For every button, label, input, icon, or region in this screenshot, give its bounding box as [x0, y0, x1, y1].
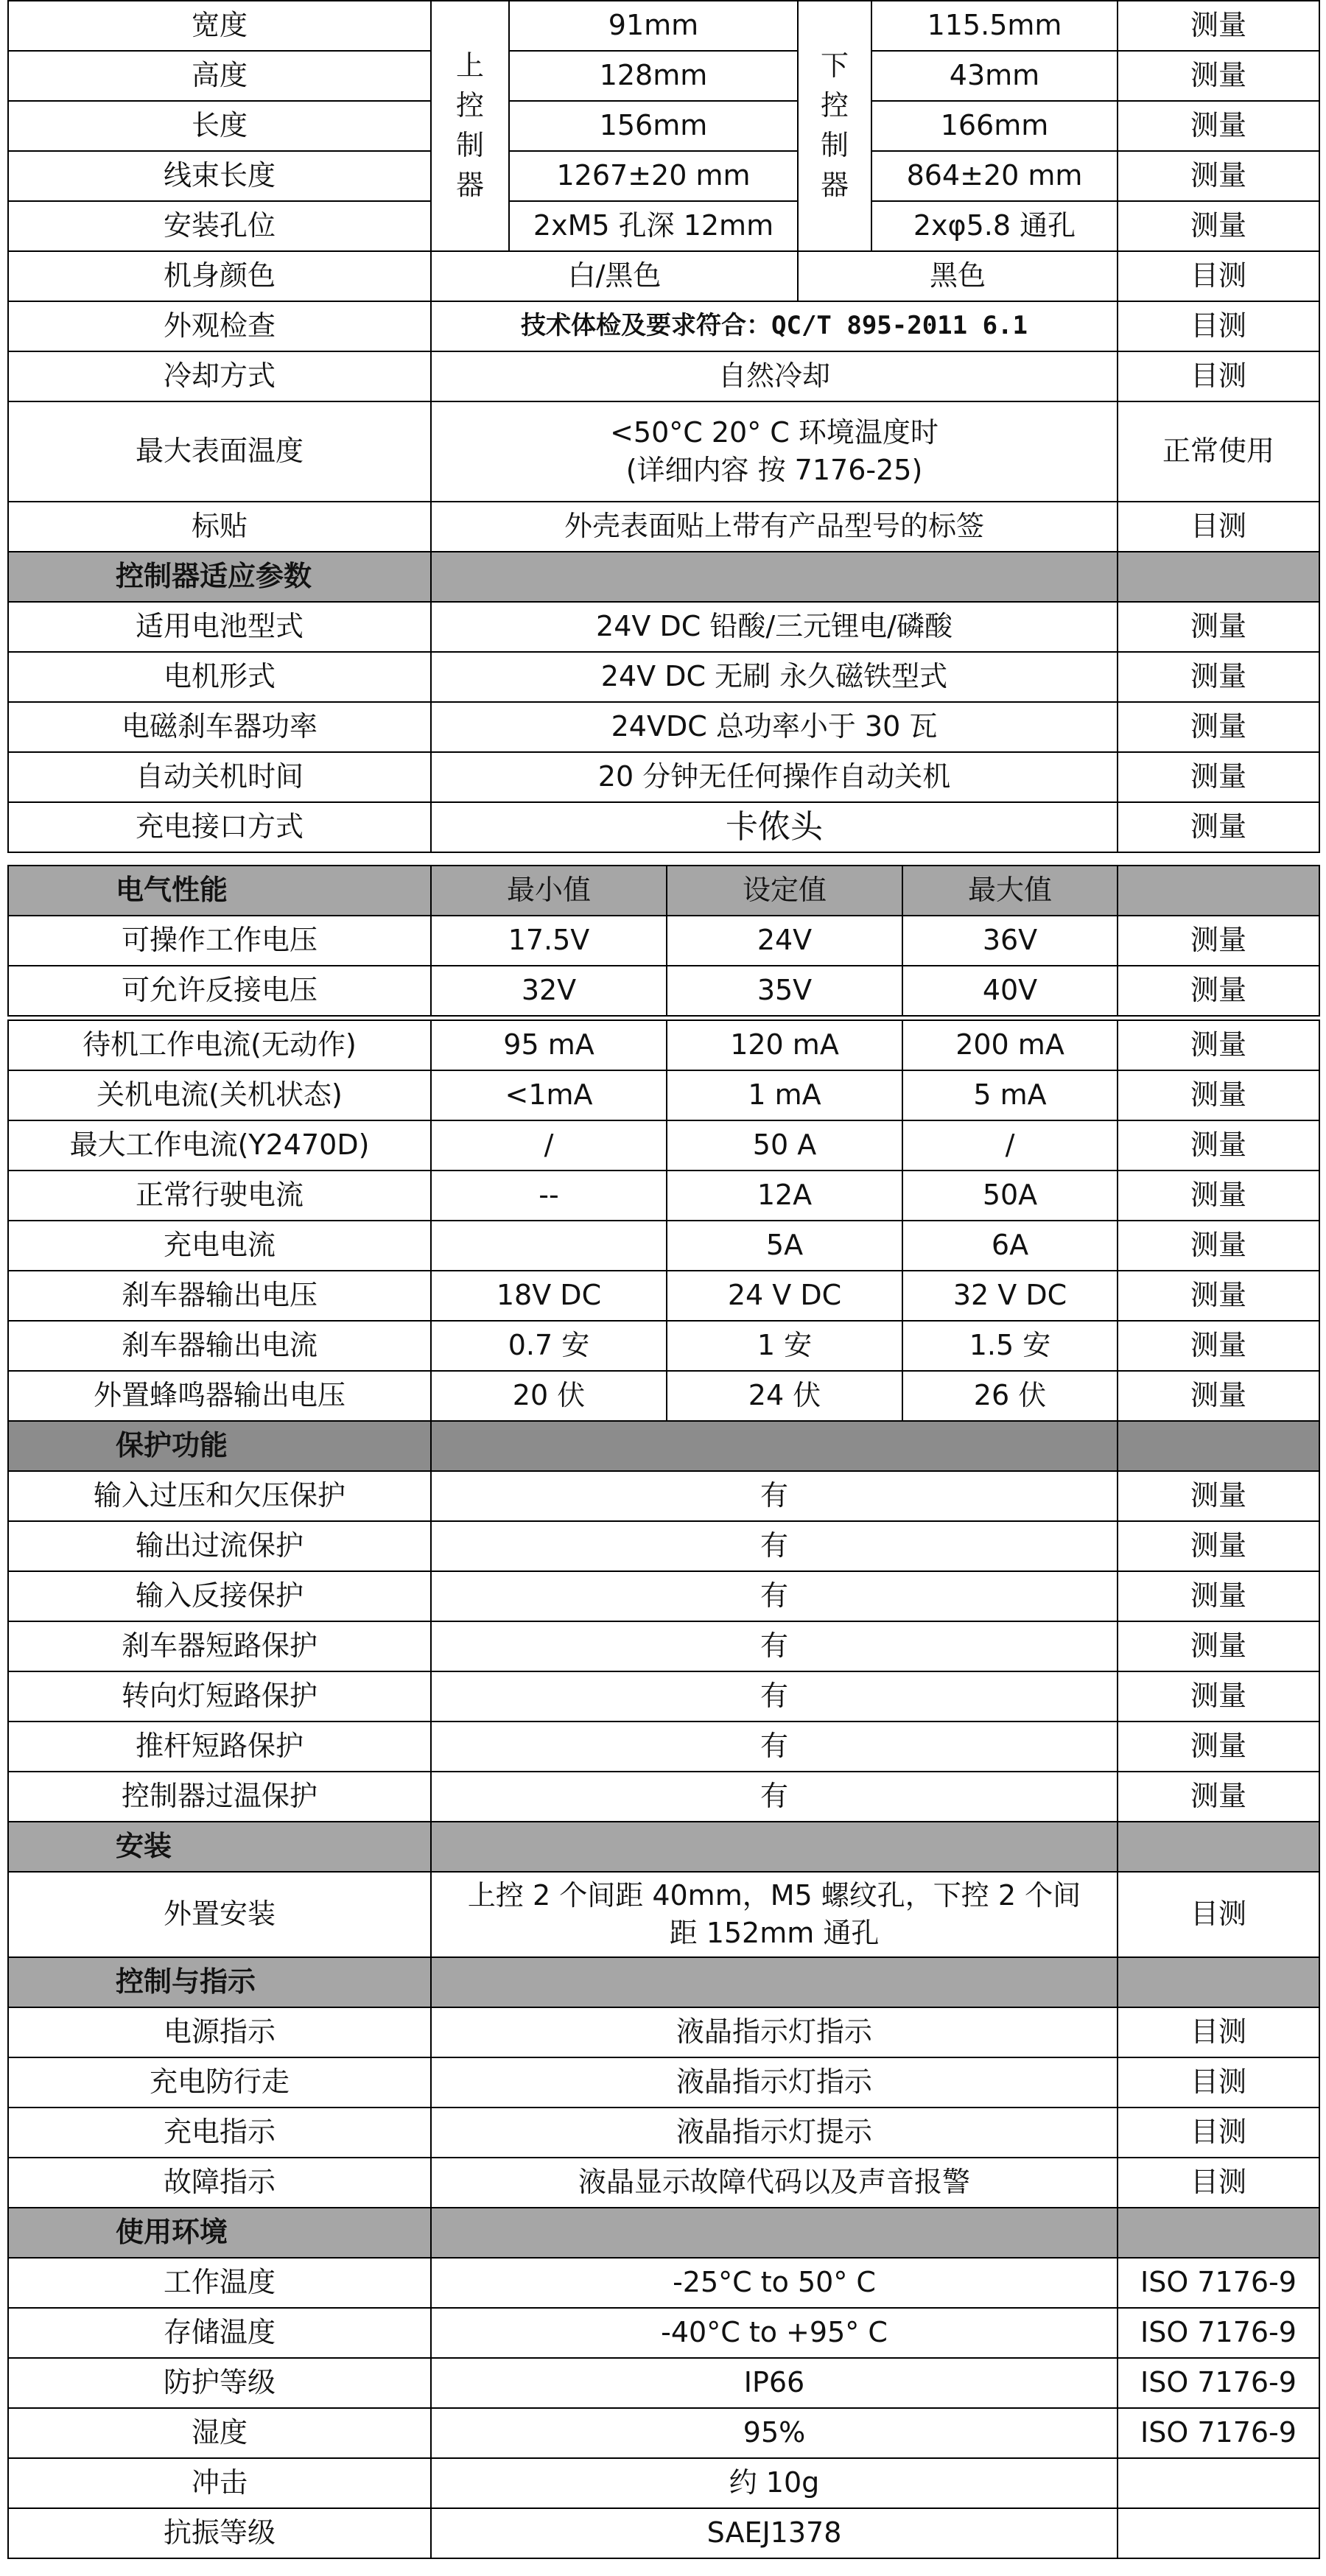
row-label: 线束长度	[8, 151, 431, 201]
row-value: 液晶指示灯指示	[431, 2057, 1118, 2108]
row-label: 冲击	[8, 2458, 431, 2508]
method: 测量	[1118, 702, 1319, 752]
row-label: 长度	[8, 101, 431, 151]
max-value: 32 V DC	[902, 1271, 1118, 1321]
min-value: 17.5V	[431, 916, 667, 966]
table-row	[8, 1120, 1319, 1171]
row-label: 最大表面温度	[8, 401, 431, 502]
min-value: 18V DC	[431, 1271, 667, 1321]
method: 目测	[1118, 2057, 1319, 2108]
max-value: 200 mA	[902, 1020, 1118, 1070]
set-value: 24V	[667, 916, 902, 966]
section-fill	[431, 1957, 1118, 2007]
set-value: 24 伏	[667, 1371, 902, 1421]
set-value: 1 安	[667, 1321, 902, 1371]
row-label: 刹车器输出电压	[8, 1271, 431, 1321]
lower-char: 下	[820, 49, 849, 83]
row-value: 液晶指示灯提示	[431, 2108, 1118, 2158]
method: 测量	[1118, 1271, 1319, 1321]
row-value: 24VDC 总功率小于 30 瓦	[431, 702, 1118, 752]
section-fill	[431, 552, 1118, 602]
row-value	[431, 401, 1118, 502]
upper-value: 128mm	[509, 51, 798, 101]
section-title: 控制与指示	[8, 1957, 431, 2007]
row-label: 充电电流	[8, 1221, 431, 1271]
table-row	[8, 201, 1319, 251]
max-value: 26 伏	[902, 1371, 1118, 1421]
row-label: 转向灯短路保护	[8, 1671, 431, 1722]
row-label: 电机形式	[8, 652, 431, 702]
row-value: 自然冷却	[431, 351, 1118, 401]
row-value: 有	[431, 1471, 1118, 1521]
row-value: -25°C to 50° C	[431, 2258, 1118, 2308]
method: 测量	[1118, 1120, 1319, 1171]
method: 正常使用	[1118, 401, 1319, 502]
table-row	[8, 2458, 1319, 2508]
upper-char: 器	[455, 168, 484, 201]
row-value: 有	[431, 1621, 1118, 1671]
section-header	[8, 1421, 1319, 1471]
upper-char: 控	[455, 89, 484, 122]
table-row	[8, 702, 1319, 752]
method	[1118, 2458, 1319, 2508]
upper-value: 2xM5 孔深 12mm	[509, 201, 798, 251]
row-value: 技术体检及要求符合：QC/T 895-2011 6.1	[431, 301, 1118, 351]
method: 测量	[1118, 51, 1319, 101]
column-header-max: 最大值	[902, 866, 1118, 916]
max-value: 50A	[902, 1171, 1118, 1221]
section-fill	[1118, 1822, 1319, 1872]
table-row	[8, 502, 1319, 552]
row-value: 有	[431, 1772, 1118, 1822]
table-row	[8, 1321, 1319, 1371]
table-row	[8, 2508, 1319, 2558]
table-row	[8, 1471, 1319, 1521]
set-value: 5A	[667, 1221, 902, 1271]
method: 目测	[1118, 2108, 1319, 2158]
min-value: 0.7 安	[431, 1321, 667, 1371]
table-row	[8, 51, 1319, 101]
method: ISO 7176-9	[1118, 2358, 1319, 2408]
row-value: 约 10g	[431, 2458, 1118, 2508]
table-row	[8, 2158, 1319, 2208]
row-value: 外壳表面贴上带有产品型号的标签	[431, 502, 1118, 552]
row-value: 20 分钟无任何操作自动关机	[431, 752, 1118, 802]
row-label: 充电防行走	[8, 2057, 431, 2108]
table-row	[8, 1020, 1319, 1070]
method: 测量	[1118, 1321, 1319, 1371]
row-label: 推杆短路保护	[8, 1722, 431, 1772]
section-header	[8, 552, 1319, 602]
table-row	[8, 1671, 1319, 1722]
row-label: 高度	[8, 51, 431, 101]
row-value: SAEJ1378	[431, 2508, 1118, 2558]
min-value: 95 mA	[431, 1020, 667, 1070]
lower-value: 166mm	[871, 101, 1118, 151]
table-row	[8, 1521, 1319, 1571]
lower-controller-label	[798, 1, 871, 251]
max-value: 36V	[902, 916, 1118, 966]
row-value: 有	[431, 1521, 1118, 1571]
method: 测量	[1118, 1621, 1319, 1671]
method: 测量	[1118, 1, 1319, 51]
table-row	[8, 802, 1319, 852]
method: 测量	[1118, 602, 1319, 652]
row-value: 液晶指示灯指示	[431, 2007, 1118, 2057]
section-fill	[431, 1421, 1118, 1471]
row-value	[431, 1872, 1118, 1957]
row-label: 安装孔位	[8, 201, 431, 251]
row-label: 待机工作电流(无动作)	[8, 1020, 431, 1070]
row-value: 95%	[431, 2408, 1118, 2458]
row-label: 充电指示	[8, 2108, 431, 2158]
row-label: 抗振等级	[8, 2508, 431, 2558]
table-row	[8, 351, 1319, 401]
row-label: 控制器过温保护	[8, 1772, 431, 1822]
table-row	[8, 2358, 1319, 2408]
value-line: <50°C 20° C 环境温度时	[610, 415, 939, 449]
lower-value: 43mm	[871, 51, 1118, 101]
lower-value: 115.5mm	[871, 1, 1118, 51]
section-fill	[1118, 866, 1319, 916]
lower-value: 864±20 mm	[871, 151, 1118, 201]
value-line: 上控 2 个间距 40mm，M5 螺纹孔，下控 2 个间	[467, 1878, 1081, 1912]
min-value: /	[431, 1120, 667, 1171]
upper-value: 1267±20 mm	[509, 151, 798, 201]
section-fill	[431, 1822, 1118, 1872]
row-value: 有	[431, 1571, 1118, 1621]
method: 测量	[1118, 201, 1319, 251]
method	[1118, 2508, 1319, 2558]
table-row	[8, 401, 1319, 502]
method: 测量	[1118, 1171, 1319, 1221]
method: 测量	[1118, 966, 1319, 1016]
row-label: 宽度	[8, 1, 431, 51]
method: ISO 7176-9	[1118, 2408, 1319, 2458]
upper-value: 白/黑色	[431, 251, 798, 301]
upper-char: 制	[455, 129, 484, 161]
method: 目测	[1118, 351, 1319, 401]
lower-value: 2xφ5.8 通孔	[871, 201, 1118, 251]
lower-char: 制	[820, 129, 849, 161]
set-value: 50 A	[667, 1120, 902, 1171]
min-value: 32V	[431, 966, 667, 1016]
table-row	[8, 1872, 1319, 1957]
spec-table-upper	[7, 0, 1320, 853]
method: 目测	[1118, 2158, 1319, 2208]
table-row	[8, 101, 1319, 151]
table-row	[8, 151, 1319, 201]
table-row	[8, 1070, 1319, 1120]
lower-char: 器	[820, 168, 849, 201]
row-label: 正常行驶电流	[8, 1171, 431, 1221]
row-value: 卡侬头	[431, 802, 1118, 852]
table-row	[8, 752, 1319, 802]
table-row	[8, 301, 1319, 351]
method: 目测	[1118, 502, 1319, 552]
table-row	[8, 652, 1319, 702]
row-label: 电磁刹车器功率	[8, 702, 431, 752]
max-value: 5 mA	[902, 1070, 1118, 1120]
row-label: 冷却方式	[8, 351, 431, 401]
row-value: 液晶显示故障代码以及声音报警	[431, 2158, 1118, 2208]
row-label: 故障指示	[8, 2158, 431, 2208]
method: 测量	[1118, 1521, 1319, 1571]
set-value: 120 mA	[667, 1020, 902, 1070]
section-title: 使用环境	[8, 2208, 431, 2258]
set-value: 24 V DC	[667, 1271, 902, 1321]
set-value: 12A	[667, 1171, 902, 1221]
row-value: 有	[431, 1722, 1118, 1772]
row-label: 关机电流(关机状态)	[8, 1070, 431, 1120]
table-row	[8, 2007, 1319, 2057]
table-row	[8, 1, 1319, 51]
section-fill	[1118, 2208, 1319, 2258]
method: 测量	[1118, 1772, 1319, 1822]
table-row	[8, 1221, 1319, 1271]
table-row	[8, 1722, 1319, 1772]
method: ISO 7176-9	[1118, 2308, 1319, 2358]
section-fill	[1118, 1957, 1319, 2007]
section-title: 保护功能	[8, 1421, 431, 1471]
row-label: 机身颜色	[8, 251, 431, 301]
method: 测量	[1118, 1722, 1319, 1772]
table-row	[8, 1772, 1319, 1822]
max-value: 1.5 安	[902, 1321, 1118, 1371]
method: 测量	[1118, 1471, 1319, 1521]
row-value: IP66	[431, 2358, 1118, 2408]
table-row	[8, 251, 1319, 301]
table-row	[8, 1171, 1319, 1221]
row-label: 输入过压和欠压保护	[8, 1471, 431, 1521]
row-label: 存储温度	[8, 2308, 431, 2358]
min-value	[431, 1221, 667, 1271]
min-value: --	[431, 1171, 667, 1221]
row-label: 外置蜂鸣器输出电压	[8, 1371, 431, 1421]
table-row	[8, 1271, 1319, 1321]
row-label: 充电接口方式	[8, 802, 431, 852]
max-value: 40V	[902, 966, 1118, 1016]
column-header-set: 设定值	[667, 866, 902, 916]
method: 测量	[1118, 802, 1319, 852]
row-value: -40°C to +95° C	[431, 2308, 1118, 2358]
table-row	[8, 2108, 1319, 2158]
row-label: 自动关机时间	[8, 752, 431, 802]
row-label: 适用电池型式	[8, 602, 431, 652]
row-label: 工作温度	[8, 2258, 431, 2308]
table-row	[8, 916, 1319, 966]
method: 测量	[1118, 1671, 1319, 1722]
method: 测量	[1118, 1020, 1319, 1070]
row-label: 外观检查	[8, 301, 431, 351]
table-row	[8, 2258, 1319, 2308]
upper-value: 91mm	[509, 1, 798, 51]
table-row	[8, 2057, 1319, 2108]
table-row	[8, 966, 1319, 1016]
electrical-table-a	[7, 865, 1320, 1017]
section-fill	[1118, 1421, 1319, 1471]
method: 测量	[1118, 101, 1319, 151]
section-header	[8, 1957, 1319, 2007]
upper-controller-label	[431, 1, 509, 251]
lower-char: 控	[820, 89, 849, 122]
method: 测量	[1118, 1221, 1319, 1271]
upper-char: 上	[455, 49, 484, 83]
method: 测量	[1118, 1371, 1319, 1421]
table-row	[8, 2308, 1319, 2358]
row-value: 24V DC 无刷 永久磁铁型式	[431, 652, 1118, 702]
max-value: 6A	[902, 1221, 1118, 1271]
table-row	[8, 1571, 1319, 1621]
row-label: 刹车器短路保护	[8, 1621, 431, 1671]
row-label: 输出过流保护	[8, 1521, 431, 1571]
row-label: 刹车器输出电流	[8, 1321, 431, 1371]
method: 目测	[1118, 251, 1319, 301]
section-header	[8, 1822, 1319, 1872]
max-value: /	[902, 1120, 1118, 1171]
row-label: 湿度	[8, 2408, 431, 2458]
method: 测量	[1118, 1571, 1319, 1621]
method: 测量	[1118, 1070, 1319, 1120]
row-label: 电源指示	[8, 2007, 431, 2057]
min-value: <1mA	[431, 1070, 667, 1120]
section-title: 安装	[8, 1822, 431, 1872]
lower-value: 黑色	[798, 251, 1118, 301]
section-title: 控制器适应参数	[8, 552, 431, 602]
row-label: 防护等级	[8, 2358, 431, 2408]
table-row	[8, 602, 1319, 652]
method: 目测	[1118, 2007, 1319, 2057]
table-row	[8, 1621, 1319, 1671]
method: 测量	[1118, 916, 1319, 966]
upper-value: 156mm	[509, 101, 798, 151]
method: 测量	[1118, 752, 1319, 802]
value-line: (详细内容 按 7176-25)	[625, 454, 923, 486]
table-row	[8, 2408, 1319, 2458]
row-label: 输入反接保护	[8, 1571, 431, 1621]
value-line: 距 152mm 通孔	[669, 1917, 880, 1949]
method: 目测	[1118, 301, 1319, 351]
section-fill	[431, 2208, 1118, 2258]
method: 目测	[1118, 1872, 1319, 1957]
row-label: 可允许反接电压	[8, 966, 431, 1016]
section-header	[8, 866, 1319, 916]
column-header-min: 最小值	[431, 866, 667, 916]
row-label: 可操作工作电压	[8, 916, 431, 966]
section-fill	[1118, 552, 1319, 602]
set-value: 1 mA	[667, 1070, 902, 1120]
method: 测量	[1118, 652, 1319, 702]
set-value: 35V	[667, 966, 902, 1016]
method: 测量	[1118, 151, 1319, 201]
row-value: 24V DC 铅酸/三元锂电/磷酸	[431, 602, 1118, 652]
spec-table-lower	[7, 1019, 1320, 2559]
row-label: 最大工作电流(Y2470D)	[8, 1120, 431, 1171]
row-label: 外置安装	[8, 1872, 431, 1957]
min-value: 20 伏	[431, 1371, 667, 1421]
section-header	[8, 2208, 1319, 2258]
method: ISO 7176-9	[1118, 2258, 1319, 2308]
table-row	[8, 1371, 1319, 1421]
row-value: 有	[431, 1671, 1118, 1722]
row-label: 标贴	[8, 502, 431, 552]
section-title: 电气性能	[8, 866, 431, 916]
